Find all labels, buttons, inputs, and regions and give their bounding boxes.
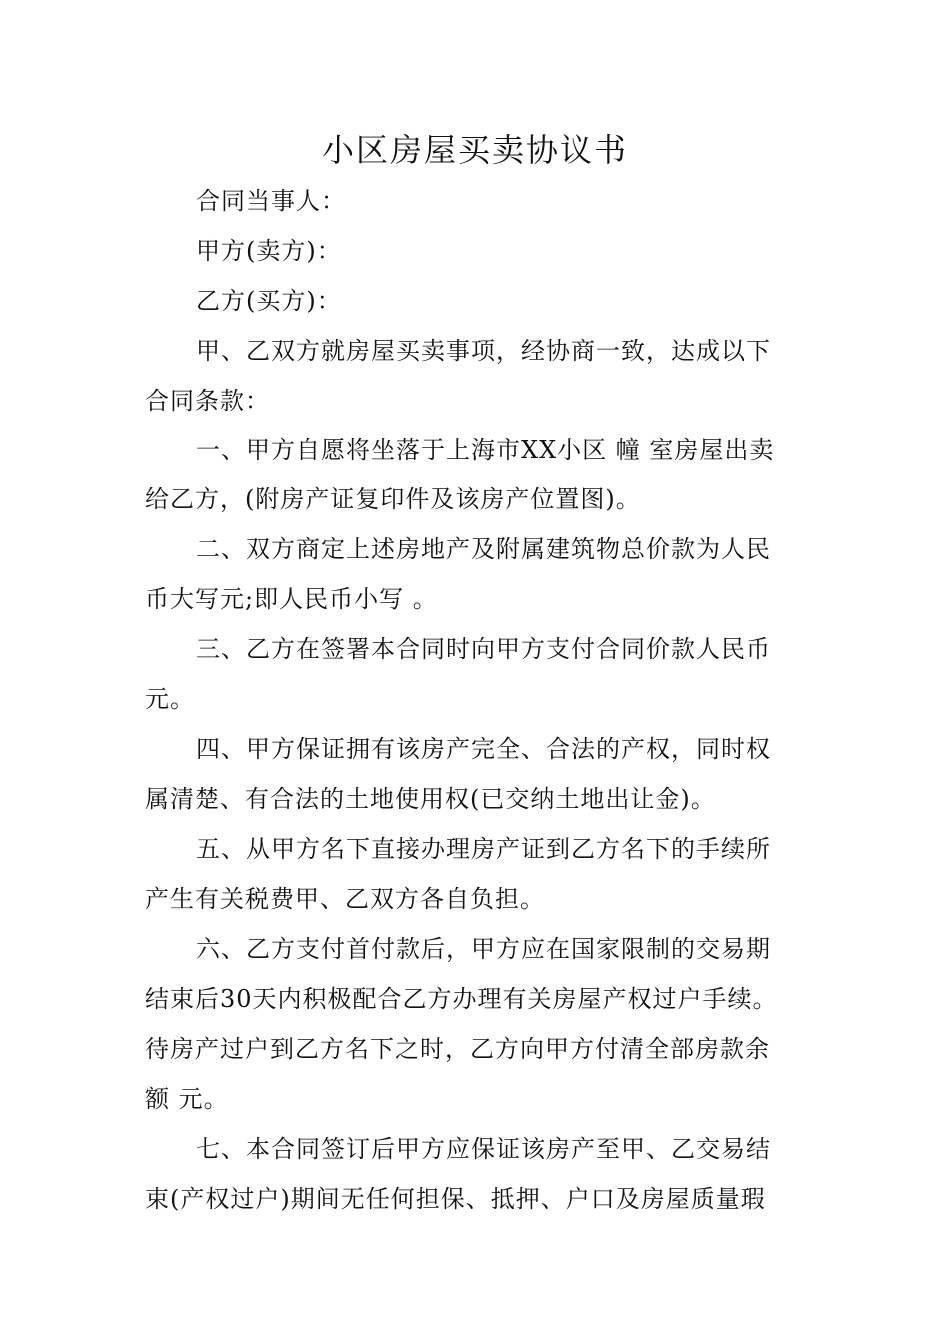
clause-6-line-1: 六、乙方支付首付款后，甲方应在国家限制的交易期 <box>196 935 771 963</box>
party-a-line: 甲方(卖方)： <box>196 237 342 265</box>
clause-5-line-2: 产生有关税费甲、乙双方各自负担。 <box>145 885 545 913</box>
clause-1-line-1: 一、甲方自愿将坐落于上海市XX小区 幢 室房屋出卖 <box>196 436 775 464</box>
clause-4-line-2: 属清楚、有合法的土地使用权(已交纳土地出让金)。 <box>145 785 716 813</box>
clause-6-line-2: 结束后30天内积极配合乙方办理有关房屋产权过户手续。 <box>145 985 778 1013</box>
clause-5-line-1: 五、从甲方名下直接办理房产证到乙方名下的手续所 <box>196 835 771 863</box>
preamble-line-2: 合同条款： <box>145 387 270 415</box>
clause-7-line-1: 七、本合同签订后甲方应保证该房产至甲、乙交易结 <box>196 1135 771 1163</box>
clause-3-line-1: 三、乙方在签署本合同时向甲方支付合同价款人民币 <box>196 635 771 663</box>
clause-2-line-1: 二、双方商定上述房地产及附属建筑物总价款为人民 <box>196 535 771 563</box>
clause-6-line-3: 待房产过户到乙方名下之时，乙方向甲方付清全部房款余 <box>145 1035 770 1063</box>
clause-6-line-4: 额 元。 <box>145 1085 229 1113</box>
document-title: 小区房屋买卖协议书 <box>321 131 628 169</box>
clause-7-line-2: 束(产权过户)期间无任何担保、抵押、户口及房屋质量瑕 <box>145 1185 766 1213</box>
clause-2-line-2: 币大写元;即人民币小写 。 <box>145 585 438 613</box>
preamble-line-1: 甲、乙双方就房屋买卖事项，经协商一致，达成以下 <box>196 337 771 365</box>
clause-1-line-2: 给乙方，(附房产证复印件及该房产位置图)。 <box>145 485 641 513</box>
party-b-line: 乙方(买方)： <box>196 287 342 315</box>
clause-4-line-1: 四、甲方保证拥有该房产完全、合法的产权，同时权 <box>196 735 771 763</box>
clause-3-line-2: 元。 <box>145 685 195 713</box>
party-heading: 合同当事人： <box>196 187 346 215</box>
